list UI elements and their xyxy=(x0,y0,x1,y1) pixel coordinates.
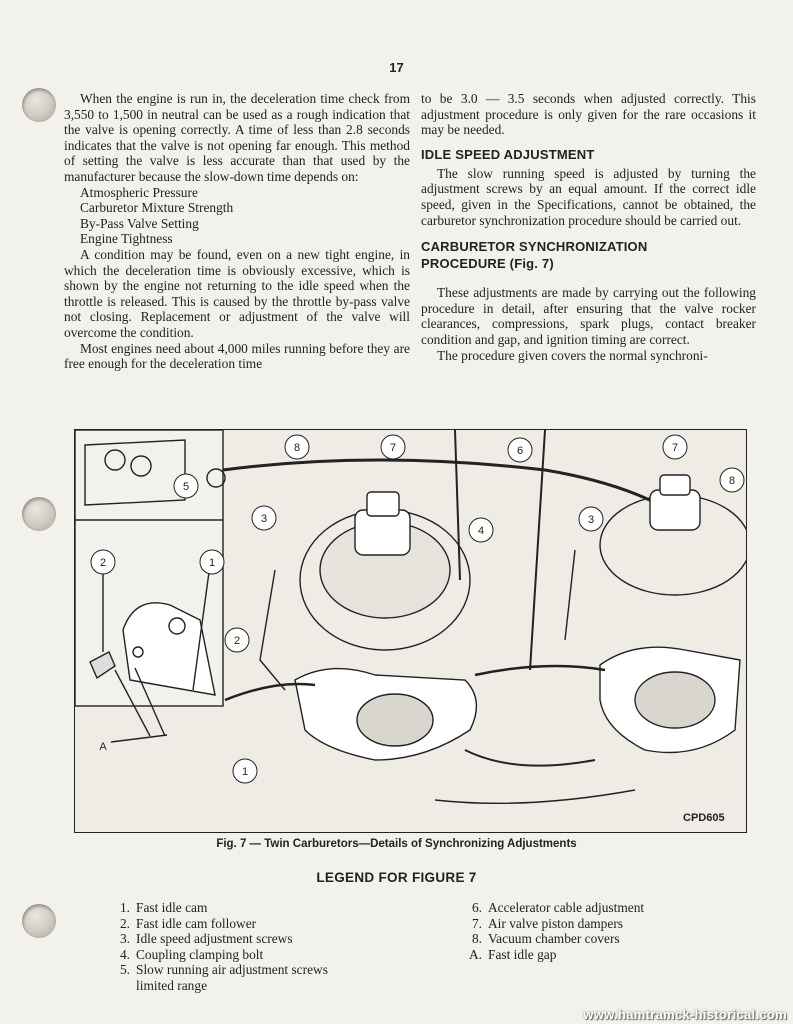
callout-8b xyxy=(720,468,744,492)
watermark: www.hamtramck-historical.com xyxy=(583,1007,787,1022)
callout-label: 7 xyxy=(389,442,397,454)
callout-label: 2 xyxy=(233,635,241,647)
callout-label: 8 xyxy=(728,475,736,487)
legend-item: 2. Fast idle cam follower xyxy=(119,915,257,931)
callout-label: 1 xyxy=(241,766,249,778)
callout-label: 5 xyxy=(182,481,190,493)
legend-item: 6. Accelerator cable adjustment xyxy=(471,900,645,915)
right-column xyxy=(421,91,756,363)
list-item: Engine Tightness xyxy=(80,231,173,247)
callout-6 xyxy=(508,438,532,462)
heading-line: PROCEDURE (Fig. 7) xyxy=(421,256,554,272)
paragraph: Most engines need about 4,000 miles running before they are free enough for the deceleration time xyxy=(64,340,410,372)
callout-8 xyxy=(285,435,309,459)
legend-title: LEGEND FOR FIGURE 7 xyxy=(316,870,477,885)
page-number: 17 xyxy=(389,60,404,75)
legend-item: A. Fast idle gap xyxy=(468,946,557,962)
legend-left xyxy=(110,900,328,994)
callout-label: 8 xyxy=(293,442,301,454)
list-item: Atmospheric Pressure xyxy=(80,184,198,200)
callout-4 xyxy=(469,518,493,542)
paragraph: to be 3.0 — 3.5 seconds when adjusted correctly. This adjustment procedure is only given for the rare occasions it may be needed. xyxy=(421,91,756,138)
callout-label: 6 xyxy=(516,445,524,457)
callout-2 xyxy=(225,628,249,652)
callout-7 xyxy=(381,435,405,459)
legend-item: 4. Coupling clamping bolt xyxy=(119,946,264,962)
callout-label: 7 xyxy=(671,442,679,454)
section-heading: IDLE SPEED ADJUSTMENT xyxy=(421,146,595,162)
callout-2-inset xyxy=(91,550,115,574)
heading-line: CARBURETOR SYNCHRONIZATION xyxy=(421,239,648,255)
carburetor-illustration xyxy=(75,430,746,832)
binder-hole-top xyxy=(22,88,56,122)
legend-item: 7. Air valve piston dampers xyxy=(471,915,623,931)
section-heading xyxy=(421,238,756,272)
callout-5 xyxy=(174,474,198,498)
callout-1-inset xyxy=(200,550,224,574)
binder-hole-middle xyxy=(22,497,56,531)
paragraph: A condition may be found, even on a new tight engine, in which the deceleration time is obviously excessive, which is shown by the engine not returning to the idle speed when the throttle is released. This is caused by the throttle by-pass valve not closing. Replacement or adjustment of the valve will overcome the condition. xyxy=(64,246,410,340)
callout-a: A xyxy=(99,741,107,753)
paragraph: The procedure given covers the normal synchroni- xyxy=(437,347,708,363)
callout-3 xyxy=(252,506,276,530)
legend-item: 5. Slow running air adjustment screws xyxy=(119,962,328,978)
paragraph: When the engine is run in, the deceleration time check from 3,550 to 1,500 in neutral can be used as a rough indication that the valve is opening correctly. A time of less than 2.8 seconds indicates that the valve is not opening far enough. This method of setting the valve is less accurate than that used by the manufacturer because the slow-down time depends on: xyxy=(64,91,410,184)
list-item: Carburetor Mixture Strength xyxy=(80,200,234,216)
callout-label: 2 xyxy=(99,557,107,569)
figure-illustration xyxy=(74,429,747,833)
callout-1 xyxy=(233,759,257,783)
left-column xyxy=(64,91,410,372)
figure-code: CPD605 xyxy=(683,812,725,824)
legend-item: 1. Fast idle cam xyxy=(119,900,208,915)
legend-item: 3. Idle speed adjustment screws xyxy=(119,931,293,947)
paragraph: These adjustments are made by carrying out the following procedure in detail, after ensuring that the valve rocker clearances, compressions, spark plugs, contact breaker condition and gap, and ignition timing are correct. xyxy=(421,285,756,347)
callout-label: 3 xyxy=(587,514,595,526)
legend-item: 8. Vacuum chamber covers xyxy=(471,931,620,947)
paragraph: The slow running speed is adjusted by turning the adjustment screws by an equal amount. If the correct idle speed, given in the Specifications, cannot be obtained, the carburetor synchronization procedure should be carried out. xyxy=(421,165,756,228)
callout-label: 3 xyxy=(260,513,268,525)
callout-3b xyxy=(579,507,603,531)
list-item: By-Pass Valve Setting xyxy=(80,215,199,231)
callout-7b xyxy=(663,435,687,459)
legend-right xyxy=(462,900,644,962)
callout-label: 4 xyxy=(477,525,485,537)
figure-caption: Fig. 7 — Twin Carburetors—Details of Synchronizing Adjustments xyxy=(216,838,577,850)
callout-label: 1 xyxy=(208,557,216,569)
binder-hole-bottom xyxy=(22,904,56,938)
legend-item: limited range xyxy=(136,977,208,993)
